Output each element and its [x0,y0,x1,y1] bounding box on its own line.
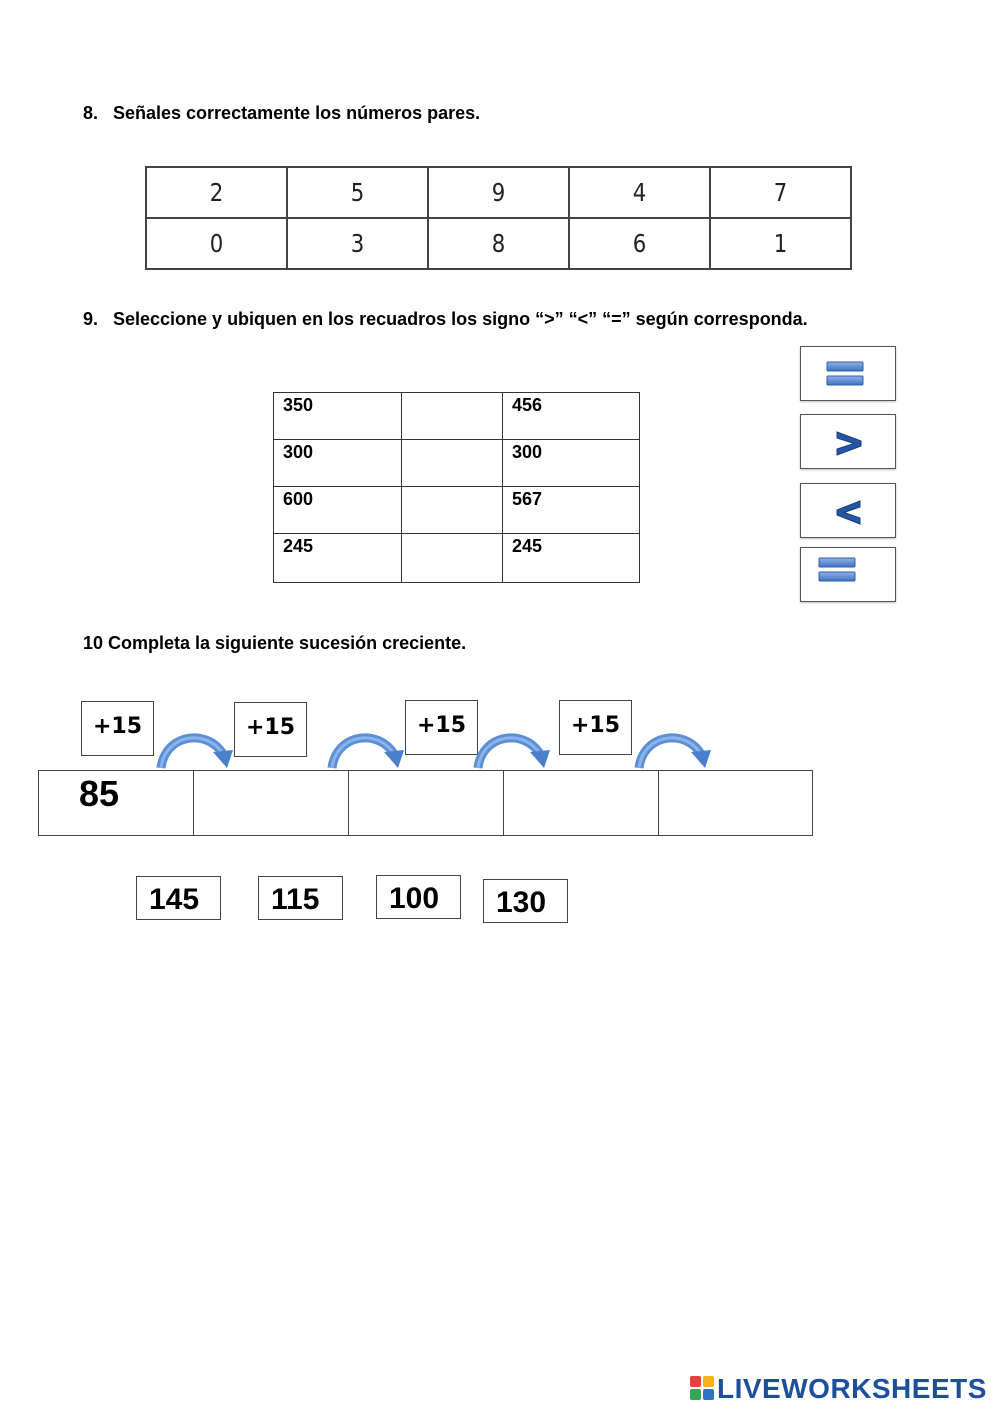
right-value: 456 [503,393,640,440]
answer-card[interactable]: 145 [136,876,221,920]
number-cell[interactable]: 5 [287,167,428,218]
equals-icon [818,557,856,583]
sequence-drop-slot[interactable] [194,771,349,835]
number-cell[interactable]: 3 [287,218,428,269]
grid-row [146,218,851,269]
right-value: 245 [503,534,640,583]
equals-sign-card[interactable] [800,346,896,401]
comparison-table [273,392,640,583]
table-row [274,440,640,487]
less-than-sign-card[interactable] [800,483,896,538]
equals-sign-card[interactable] [800,547,896,602]
sign-drop-slot[interactable] [402,534,503,583]
q8-number: 8. [83,103,99,123]
even-numbers-grid [145,166,852,270]
table-row [274,393,640,440]
sequence-start-value: 85 [79,773,120,814]
sequence-cell [39,771,194,835]
q9-number: 9. [83,309,99,329]
step-label: +15 [234,702,307,757]
number-cell[interactable]: 0 [146,218,287,269]
sequence-drop-slot[interactable] [659,771,812,835]
answer-card[interactable]: 100 [376,875,461,919]
q8-title [83,103,480,124]
q9-title-text: Seleccione y ubiquen en los recuadros los signo “>” “<” “=” según corresponda. [113,309,808,329]
table-row [274,487,640,534]
number-cell[interactable]: 2 [146,167,287,218]
less-than-icon [835,497,863,527]
number-cell[interactable]: 1 [710,218,851,269]
q9-title [83,309,808,330]
answer-card[interactable]: 115 [258,876,343,920]
number-cell[interactable]: 4 [569,167,710,218]
left-value: 600 [274,487,402,534]
equals-icon [826,361,864,387]
curved-arrow-icon [326,730,406,770]
q8-title-text: Señales correctamente los números pares. [113,103,481,123]
liveworksheets-logo-icon [690,1376,714,1402]
number-cell[interactable]: 8 [428,218,569,269]
table-row [274,534,640,583]
sequence-drop-slot[interactable] [504,771,659,835]
left-value: 245 [274,534,402,583]
right-value: 300 [503,440,640,487]
grid-row [146,167,851,218]
number-cell[interactable]: 7 [710,167,851,218]
sequence-row [38,770,813,836]
sign-drop-slot[interactable] [402,487,503,534]
step-label: +15 [405,700,478,755]
curved-arrow-icon [472,730,552,770]
liveworksheets-logo [690,1372,987,1406]
number-cell[interactable]: 9 [428,167,569,218]
step-label: +15 [559,700,632,755]
left-value: 350 [274,393,402,440]
greater-than-sign-card[interactable] [800,414,896,469]
curved-arrow-icon [155,730,235,770]
curved-arrow-icon [633,730,713,770]
step-label: +15 [81,701,154,756]
answer-card[interactable]: 130 [483,879,568,923]
sequence-drop-slot[interactable] [349,771,504,835]
right-value: 567 [503,487,640,534]
sign-drop-slot[interactable] [402,440,503,487]
greater-than-icon [834,428,864,458]
q10-title: 10 Completa la siguiente sucesión creciente. [83,633,467,653]
left-value: 300 [274,440,402,487]
sign-drop-slot[interactable] [402,393,503,440]
number-cell[interactable]: 6 [569,218,710,269]
brand-name: LIVEWORKSHEETS [717,1373,987,1404]
